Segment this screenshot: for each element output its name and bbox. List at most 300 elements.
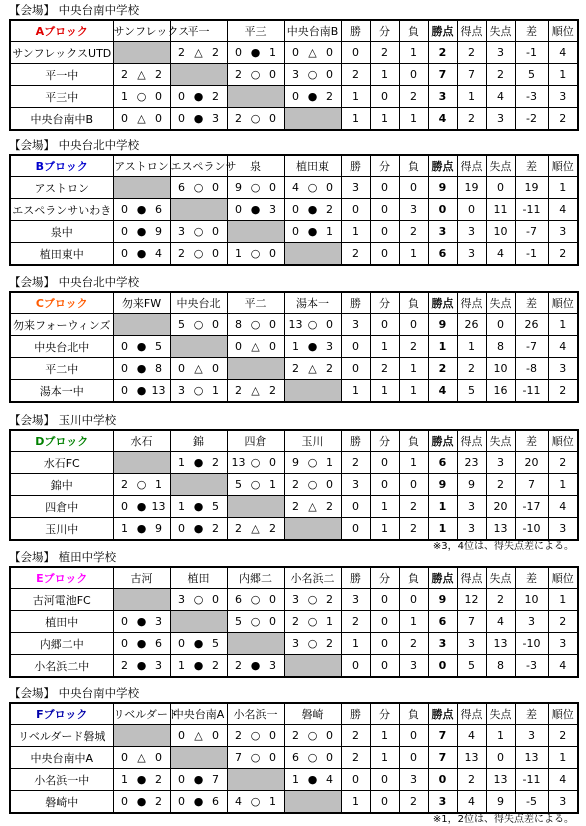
match-result <box>113 358 170 380</box>
score-for: 2 <box>178 46 185 59</box>
points: 3 <box>428 86 457 108</box>
match-result <box>170 86 227 108</box>
team-name: 錦中 <box>10 474 113 496</box>
score-for: 0 <box>178 637 185 650</box>
result-mark: ○ <box>250 478 261 491</box>
goals-for: 3 <box>457 243 486 266</box>
block-name: Fブロック <box>10 703 113 725</box>
goals-against: 3 <box>486 42 515 64</box>
losses: 2 <box>399 496 428 518</box>
score-against: 3 <box>326 340 333 353</box>
team-row <box>10 86 578 108</box>
match-result <box>113 655 170 678</box>
score-for: 0 <box>121 203 128 216</box>
goals-for: 5 <box>457 655 486 678</box>
goal-difference: -1 <box>515 243 548 266</box>
score-against: 3 <box>155 615 162 628</box>
team-name: サンフレックスUTD <box>10 42 113 64</box>
match-result <box>170 108 227 131</box>
venue-label: 【会場】 中央台北中学校 <box>9 275 140 289</box>
result-mark: △ <box>194 46 203 59</box>
score-against: 2 <box>326 637 333 650</box>
goals-against: 3 <box>486 108 515 131</box>
result-mark: ● <box>136 340 147 353</box>
match-result <box>170 177 227 199</box>
result-mark: ● <box>250 203 261 216</box>
losses: 0 <box>399 725 428 747</box>
goals-against: 13 <box>486 518 515 541</box>
result-mark: ● <box>136 795 147 808</box>
match-result <box>170 243 227 266</box>
score-against: 1 <box>269 795 276 808</box>
column-header-gf: 得点 <box>457 703 486 725</box>
match-result <box>113 496 170 518</box>
self-match-cell <box>284 518 341 541</box>
score-against: 2 <box>155 68 162 81</box>
score-against: 2 <box>326 362 333 375</box>
result-mark: ● <box>307 340 318 353</box>
rank: 2 <box>548 380 578 403</box>
result-mark: ● <box>307 773 318 786</box>
score-against: 2 <box>269 384 276 397</box>
column-header-loss: 負 <box>399 20 428 42</box>
score-against: 2 <box>326 593 333 606</box>
self-match-cell <box>170 336 227 358</box>
self-match-cell <box>113 452 170 474</box>
column-header-gf: 得点 <box>457 20 486 42</box>
team-row <box>10 64 578 86</box>
goals-for: 12 <box>457 589 486 611</box>
score-against: 0 <box>269 318 276 331</box>
goals-against: 13 <box>486 769 515 791</box>
score-against: 2 <box>212 90 219 103</box>
result-mark: ○ <box>307 751 318 764</box>
goal-difference: 26 <box>515 314 548 336</box>
score-for: 0 <box>235 46 242 59</box>
team-row <box>10 769 578 791</box>
opponent-header: 湯本一 <box>284 292 341 314</box>
column-header-gf: 得点 <box>457 292 486 314</box>
rank: 1 <box>548 589 578 611</box>
score-against: 0 <box>155 90 162 103</box>
match-result <box>284 747 341 769</box>
team-row <box>10 791 578 814</box>
opponent-header: 四倉 <box>227 430 284 452</box>
opponent-header: 中央台南A <box>170 703 227 725</box>
match-result <box>284 452 341 474</box>
team-name: 中央台南中B <box>10 108 113 131</box>
column-header-diff: 差 <box>515 292 548 314</box>
result-mark: ● <box>193 522 204 535</box>
goals-against: 0 <box>486 314 515 336</box>
score-for: 9 <box>235 181 242 194</box>
self-match-cell <box>113 314 170 336</box>
score-for: 6 <box>292 751 299 764</box>
team-name: 内郷二中 <box>10 633 113 655</box>
points: 1 <box>428 518 457 541</box>
score-for: 2 <box>235 112 242 125</box>
match-result <box>170 769 227 791</box>
losses: 1 <box>399 380 428 403</box>
draws: 0 <box>370 633 399 655</box>
score-against: 0 <box>212 225 219 238</box>
rank: 3 <box>548 86 578 108</box>
match-result <box>227 336 284 358</box>
opponent-header: 小名浜二 <box>284 567 341 589</box>
points: 4 <box>428 108 457 131</box>
team-name: 四倉中 <box>10 496 113 518</box>
draws: 1 <box>370 64 399 86</box>
goals-for: 0 <box>457 199 486 221</box>
score-for: 0 <box>121 247 128 260</box>
score-against: 0 <box>269 729 276 742</box>
score-against: 0 <box>269 751 276 764</box>
team-name: 泉中 <box>10 221 113 243</box>
rank: 1 <box>548 64 578 86</box>
match-result <box>113 611 170 633</box>
opponent-header: 磐崎 <box>284 703 341 725</box>
points: 1 <box>428 336 457 358</box>
column-header-rank: 順位 <box>548 430 578 452</box>
opponent-header: リベルダード <box>113 703 170 725</box>
result-mark: ○ <box>250 751 261 764</box>
draws: 0 <box>370 791 399 814</box>
match-result <box>227 725 284 747</box>
result-mark: ● <box>193 659 204 672</box>
match-result <box>170 496 227 518</box>
rank: 4 <box>548 769 578 791</box>
score-for: 0 <box>292 46 299 59</box>
column-header-points: 勝点 <box>428 20 457 42</box>
match-result <box>284 474 341 496</box>
losses: 0 <box>399 177 428 199</box>
score-for: 2 <box>121 478 128 491</box>
match-result <box>227 380 284 403</box>
match-result <box>284 221 341 243</box>
goal-difference: -11 <box>515 199 548 221</box>
score-for: 1 <box>235 247 242 260</box>
points: 3 <box>428 791 457 814</box>
column-header-ga: 失点 <box>486 567 515 589</box>
column-header-win: 勝 <box>341 155 370 177</box>
self-match-cell <box>170 611 227 633</box>
rank: 1 <box>548 177 578 199</box>
block-table <box>9 429 579 541</box>
rank: 2 <box>548 243 578 266</box>
self-match-cell <box>170 747 227 769</box>
column-header-win: 勝 <box>341 20 370 42</box>
column-header-win: 勝 <box>341 703 370 725</box>
match-result <box>113 633 170 655</box>
score-against: 0 <box>269 112 276 125</box>
match-result <box>113 380 170 403</box>
self-match-cell <box>284 108 341 131</box>
goals-for: 23 <box>457 452 486 474</box>
column-header-diff: 差 <box>515 20 548 42</box>
column-header-draw: 分 <box>370 703 399 725</box>
score-for: 8 <box>235 318 242 331</box>
match-result <box>170 358 227 380</box>
score-for: 0 <box>121 637 128 650</box>
goals-against: 8 <box>486 655 515 678</box>
match-result <box>284 177 341 199</box>
goals-against: 10 <box>486 358 515 380</box>
score-against: 0 <box>269 340 276 353</box>
score-for: 2 <box>235 522 242 535</box>
goal-difference: 3 <box>515 611 548 633</box>
losses: 3 <box>399 199 428 221</box>
wins: 0 <box>341 655 370 678</box>
score-for: 9 <box>292 456 299 469</box>
opponent-header: 錦 <box>170 430 227 452</box>
score-against: 0 <box>212 247 219 260</box>
opponent-header: サンフレックス <box>113 20 170 42</box>
score-against: 3 <box>269 659 276 672</box>
team-name: アストロン <box>10 177 113 199</box>
wins: 1 <box>341 86 370 108</box>
result-mark: ○ <box>307 68 318 81</box>
column-header-rank: 順位 <box>548 703 578 725</box>
rank: 4 <box>548 496 578 518</box>
goals-for: 4 <box>457 725 486 747</box>
opponent-header: 水石 <box>113 430 170 452</box>
score-against: 0 <box>326 46 333 59</box>
goals-against: 8 <box>486 336 515 358</box>
score-for: 0 <box>178 362 185 375</box>
score-for: 3 <box>292 593 299 606</box>
match-result <box>227 64 284 86</box>
result-mark: ○ <box>193 225 204 238</box>
draws: 0 <box>370 199 399 221</box>
score-for: 0 <box>292 203 299 216</box>
opponent-header: エスペランサ <box>170 155 227 177</box>
match-result <box>284 589 341 611</box>
column-header-rank: 順位 <box>548 567 578 589</box>
self-match-cell <box>284 380 341 403</box>
goal-difference: -1 <box>515 42 548 64</box>
goals-against: 2 <box>486 64 515 86</box>
wins: 0 <box>341 518 370 541</box>
draws: 0 <box>370 769 399 791</box>
column-header-loss: 負 <box>399 155 428 177</box>
score-for: 0 <box>121 340 128 353</box>
match-result <box>170 221 227 243</box>
team-row <box>10 42 578 64</box>
goals-against: 16 <box>486 380 515 403</box>
wins: 0 <box>341 496 370 518</box>
match-result <box>113 474 170 496</box>
self-match-cell <box>227 633 284 655</box>
team-row <box>10 725 578 747</box>
result-mark: ● <box>136 522 147 535</box>
column-header-diff: 差 <box>515 567 548 589</box>
goals-against: 0 <box>486 177 515 199</box>
score-against: 13 <box>151 384 166 397</box>
opponent-header: アストロン <box>113 155 170 177</box>
block-table <box>9 19 579 131</box>
column-header-points: 勝点 <box>428 567 457 589</box>
team-name: 中央台北中 <box>10 336 113 358</box>
score-against: 0 <box>326 478 333 491</box>
team-row <box>10 108 578 131</box>
score-against: 0 <box>212 318 219 331</box>
score-for: 5 <box>178 318 185 331</box>
match-result <box>113 221 170 243</box>
goal-difference: -3 <box>515 86 548 108</box>
score-for: 3 <box>292 68 299 81</box>
block-name: Eブロック <box>10 567 113 589</box>
match-result <box>113 791 170 814</box>
draws: 0 <box>370 243 399 266</box>
self-match-cell <box>227 221 284 243</box>
result-mark: ● <box>193 637 204 650</box>
points: 7 <box>428 64 457 86</box>
match-result <box>284 64 341 86</box>
match-result <box>284 611 341 633</box>
goals-for: 7 <box>457 611 486 633</box>
team-row <box>10 611 578 633</box>
goal-difference: 5 <box>515 64 548 86</box>
goals-against: 9 <box>486 791 515 814</box>
score-for: 2 <box>178 247 185 260</box>
score-for: 0 <box>178 90 185 103</box>
team-name: エスペランサいわき <box>10 199 113 221</box>
goals-for: 2 <box>457 769 486 791</box>
rank: 2 <box>548 725 578 747</box>
team-name: 玉川中 <box>10 518 113 541</box>
match-result <box>170 655 227 678</box>
self-match-cell <box>113 725 170 747</box>
score-against: 0 <box>212 181 219 194</box>
score-against: 0 <box>269 615 276 628</box>
column-header-gf: 得点 <box>457 430 486 452</box>
score-against: 4 <box>326 773 333 786</box>
points: 3 <box>428 221 457 243</box>
score-for: 1 <box>178 500 185 513</box>
match-result <box>113 64 170 86</box>
team-row <box>10 243 578 266</box>
column-header-rank: 順位 <box>548 155 578 177</box>
score-for: 0 <box>121 112 128 125</box>
points: 6 <box>428 452 457 474</box>
opponent-header: 植田 <box>170 567 227 589</box>
result-mark: ○ <box>193 384 204 397</box>
score-for: 2 <box>235 659 242 672</box>
venue-label: 【会場】 中央台南中学校 <box>9 3 140 17</box>
rank: 3 <box>548 518 578 541</box>
points: 9 <box>428 314 457 336</box>
points: 7 <box>428 725 457 747</box>
result-mark: ● <box>193 90 204 103</box>
match-result <box>284 86 341 108</box>
result-mark: ○ <box>250 456 261 469</box>
team-name: 水石FC <box>10 452 113 474</box>
self-match-cell <box>227 769 284 791</box>
match-result <box>284 314 341 336</box>
points: 9 <box>428 474 457 496</box>
rank: 1 <box>548 474 578 496</box>
draws: 2 <box>370 358 399 380</box>
score-against: 1 <box>326 615 333 628</box>
score-for: 0 <box>121 751 128 764</box>
column-header-draw: 分 <box>370 430 399 452</box>
column-header-draw: 分 <box>370 20 399 42</box>
venue-label: 【会場】 中央台南中学校 <box>9 686 140 700</box>
score-against: 0 <box>269 68 276 81</box>
result-mark: ○ <box>136 90 147 103</box>
score-for: 0 <box>178 522 185 535</box>
team-row <box>10 380 578 403</box>
goal-difference: -2 <box>515 108 548 131</box>
column-header-diff: 差 <box>515 430 548 452</box>
match-result <box>113 518 170 541</box>
goal-difference: -8 <box>515 358 548 380</box>
match-result <box>227 474 284 496</box>
match-result <box>284 199 341 221</box>
wins: 1 <box>341 380 370 403</box>
score-against: 6 <box>155 637 162 650</box>
losses: 0 <box>399 474 428 496</box>
score-against: 9 <box>155 522 162 535</box>
match-result <box>284 633 341 655</box>
score-for: 3 <box>178 593 185 606</box>
score-for: 0 <box>292 90 299 103</box>
match-result <box>170 633 227 655</box>
score-against: 2 <box>212 659 219 672</box>
wins: 2 <box>341 725 370 747</box>
score-against: 5 <box>212 637 219 650</box>
points: 7 <box>428 747 457 769</box>
draws: 1 <box>370 725 399 747</box>
goals-against: 10 <box>486 221 515 243</box>
goal-difference: -10 <box>515 633 548 655</box>
points: 2 <box>428 358 457 380</box>
score-against: 2 <box>212 456 219 469</box>
column-header-rank: 順位 <box>548 20 578 42</box>
result-mark: ○ <box>250 615 261 628</box>
score-for: 2 <box>235 384 242 397</box>
rank: 4 <box>548 199 578 221</box>
column-header-points: 勝点 <box>428 155 457 177</box>
wins: 2 <box>341 243 370 266</box>
wins: 1 <box>341 108 370 131</box>
score-for: 0 <box>121 384 128 397</box>
goals-for: 3 <box>457 518 486 541</box>
match-result <box>170 452 227 474</box>
result-mark: △ <box>194 362 203 375</box>
venue-label: 【会場】 玉川中学校 <box>9 413 117 427</box>
goals-for: 2 <box>457 358 486 380</box>
score-against: 2 <box>155 795 162 808</box>
match-result <box>113 747 170 769</box>
score-for: 2 <box>292 362 299 375</box>
match-result <box>170 42 227 64</box>
match-result <box>227 108 284 131</box>
goals-for: 2 <box>457 42 486 64</box>
result-mark: ○ <box>307 478 318 491</box>
draws: 0 <box>370 452 399 474</box>
block-name: Dブロック <box>10 430 113 452</box>
losses: 1 <box>399 243 428 266</box>
score-against: 0 <box>212 593 219 606</box>
header-row <box>10 292 578 314</box>
goals-against: 4 <box>486 86 515 108</box>
score-against: 3 <box>212 112 219 125</box>
score-for: 2 <box>235 68 242 81</box>
losses: 2 <box>399 633 428 655</box>
goals-against: 4 <box>486 611 515 633</box>
match-result <box>284 358 341 380</box>
